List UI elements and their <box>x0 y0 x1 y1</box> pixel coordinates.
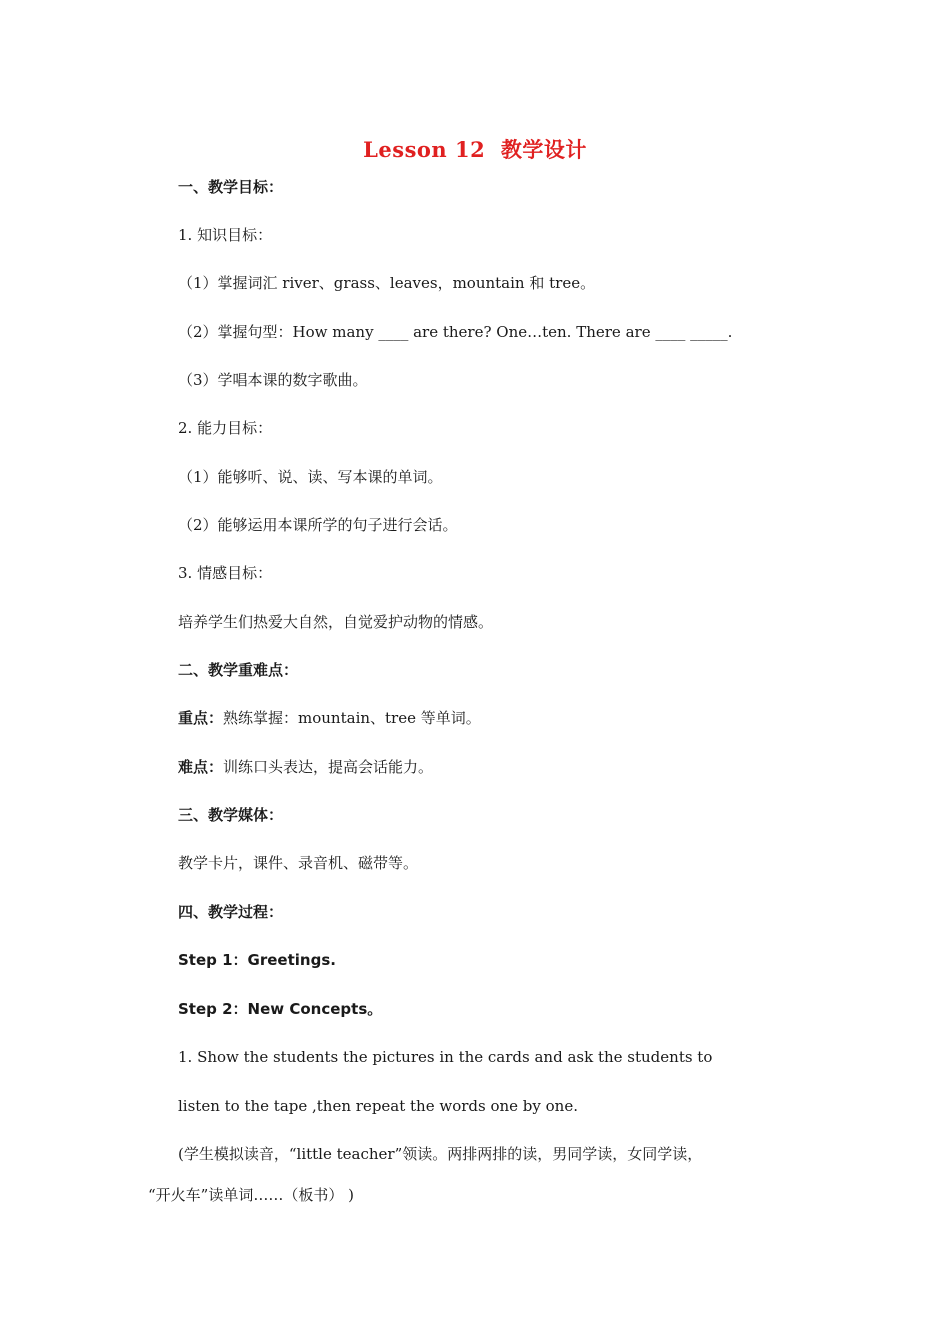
step-2: Step 2：New Concepts。 <box>178 1000 383 1018</box>
difficulty-text: 训练口头表达，提高会话能力。 <box>223 758 434 776</box>
subheading-ability: 2. 能力目标： <box>178 419 273 437</box>
process-paragraph-1a: 1. Show the students the pictures in the cards and ask the students to <box>178 1048 713 1066</box>
section-heading-media: 三、教学媒体： <box>178 806 284 824</box>
document-title: Lesson 12 教学设计 <box>363 137 587 162</box>
process-paragraph-2a: (学生模拟读音，“little teacher”领读。两排两排的读，男同学读，女同学读， <box>178 1145 703 1163</box>
process-paragraph-2b: “开火车”读单词……（板书） ) <box>148 1186 354 1204</box>
key-point-text: 熟练掌握：mountain、tree 等单词。 <box>223 709 481 727</box>
ability-item-1: （1）能够听、说、读、写本课的单词。 <box>178 468 443 486</box>
knowledge-item-2: （2）掌握句型：How many ____ are there? One…ten. There are ____ _____. <box>178 323 733 341</box>
subheading-knowledge: 1. 知识目标： <box>178 226 273 244</box>
knowledge-item-1: （1）掌握词汇 river、grass、leaves，mountain 和 tree。 <box>178 274 596 292</box>
subheading-emotion: 3. 情感目标： <box>178 564 273 582</box>
section-heading-objectives: 一、教学目标： <box>178 178 284 196</box>
step-1: Step 1：Greetings. <box>178 951 336 969</box>
key-point-label: 重点： <box>178 709 224 727</box>
media-list: 教学卡片，课件、录音机、磁带等。 <box>178 854 419 872</box>
section-heading-key-points: 二、教学重难点： <box>178 661 299 679</box>
section-heading-process: 四、教学过程： <box>178 903 284 921</box>
knowledge-item-3: （3）学唱本课的数字歌曲。 <box>178 371 368 389</box>
ability-item-2: （2）能够运用本课所学的句子进行会话。 <box>178 516 458 534</box>
process-paragraph-1b: listen to the tape ,then repeat the words one by one. <box>178 1097 578 1115</box>
key-point-line <box>178 707 481 729</box>
difficulty-line <box>178 756 433 778</box>
difficulty-label: 难点： <box>178 758 224 776</box>
emotion-item: 培养学生们热爱大自然，自觉爱护动物的情感。 <box>178 613 494 631</box>
